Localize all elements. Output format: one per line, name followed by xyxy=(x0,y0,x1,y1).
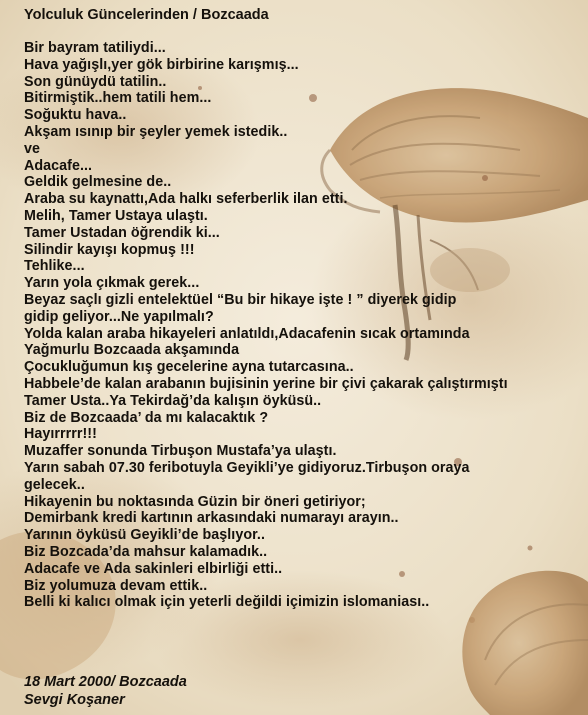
page-title: Yolculuk Güncelerinden / Bozcaada xyxy=(24,7,269,23)
poem-line: Yolda kalan araba hikayeleri anlatıldı,Adacafenin sıcak ortamında xyxy=(24,325,470,342)
poem-line: Biz de Bozcaada’ da mı kalacaktık ? xyxy=(24,409,269,426)
poem-line: Habbele’de kalan arabanın bujisinin yerine bir çivi çakarak çalıştırmıştı xyxy=(24,375,508,392)
poem-line: Yarının öyküsü Geyikli’de başlıyor.. xyxy=(24,527,265,544)
poem-line: Araba su kaynattı,Ada halkı seferberlik ilan etti. xyxy=(24,191,348,208)
poem-line: Biz yolumuza devam ettik.. xyxy=(24,577,208,594)
poem-line: Bitirmiştik..hem tatili hem... xyxy=(24,90,212,107)
poem-line: Melih, Tamer Ustaya ulaştı. xyxy=(24,207,208,224)
poem-line: Yarın sabah 07.30 feribotuyla Geyikli’ye gidiyoruz.Tirbuşon oraya xyxy=(24,459,470,476)
poem-line: Tamer Usta..Ya Tekirdağ’da kalışın öyküsü.. xyxy=(24,392,322,409)
poem-line: Yağmurlu Bozcaada akşamında xyxy=(24,342,240,359)
poem-line: Biz Bozcada’da mahsur kalamadık.. xyxy=(24,543,268,560)
poem-line: Adacafe ve Ada sakinleri elbirliği etti.. xyxy=(24,560,283,577)
poem-line: Demirbank kredi kartının arkasındaki numarayı arayın.. xyxy=(24,510,399,527)
poem-line: Bir bayram tatiliydi... xyxy=(24,40,166,56)
signature-date-place: 18 Mart 2000/ Bozcaada xyxy=(24,674,187,690)
poem-line: Son günüydü tatilin.. xyxy=(24,73,167,90)
poem-line: gelecek.. xyxy=(24,476,85,493)
poem-line: Muzaffer sonunda Tirbuşon Mustafa’ya ulaştı. xyxy=(24,443,337,460)
poem-line: Akşam ısınıp bir şeyler yemek istedik.. xyxy=(24,123,288,140)
poem-line: Beyaz saçlı gizli entelektüel “Bu bir hikaye işte ! ” diyerek gidip xyxy=(24,291,457,308)
poem-line: Tamer Ustadan öğrendik ki... xyxy=(24,224,220,241)
poem-body xyxy=(24,40,508,611)
poem-line: Geldik gelmesine de.. xyxy=(24,174,172,191)
poem-line: Soğuktu hava.. xyxy=(24,107,127,124)
poem-line: ve xyxy=(24,140,41,157)
poem-line: Tehlike... xyxy=(24,258,85,275)
signature-author: Sevgi Koşaner xyxy=(24,692,125,708)
poem-line: Yarın yola çıkmak gerek... xyxy=(24,275,200,292)
poem-line: Hikayenin bu noktasında Güzin bir öneri getiriyor; xyxy=(24,493,366,510)
poem-line: Hayırrrrr!!! xyxy=(24,426,97,443)
signature-block xyxy=(24,673,187,709)
poem-line: Belli ki kalıcı olmak için yeterli değildi içimizin islomaniası.. xyxy=(24,594,430,611)
poem-line: Hava yağışlı,yer gök birbirine karışmış... xyxy=(24,56,299,73)
poem-line: Silindir kayışı kopmuş !!! xyxy=(24,241,195,258)
poem-line: Çocukluğumun kış gecelerine ayna tutarcasına.. xyxy=(24,359,354,376)
poem-line: gidip geliyor...Ne yapılmalı? xyxy=(24,308,214,325)
poem-line: Adacafe... xyxy=(24,157,93,174)
